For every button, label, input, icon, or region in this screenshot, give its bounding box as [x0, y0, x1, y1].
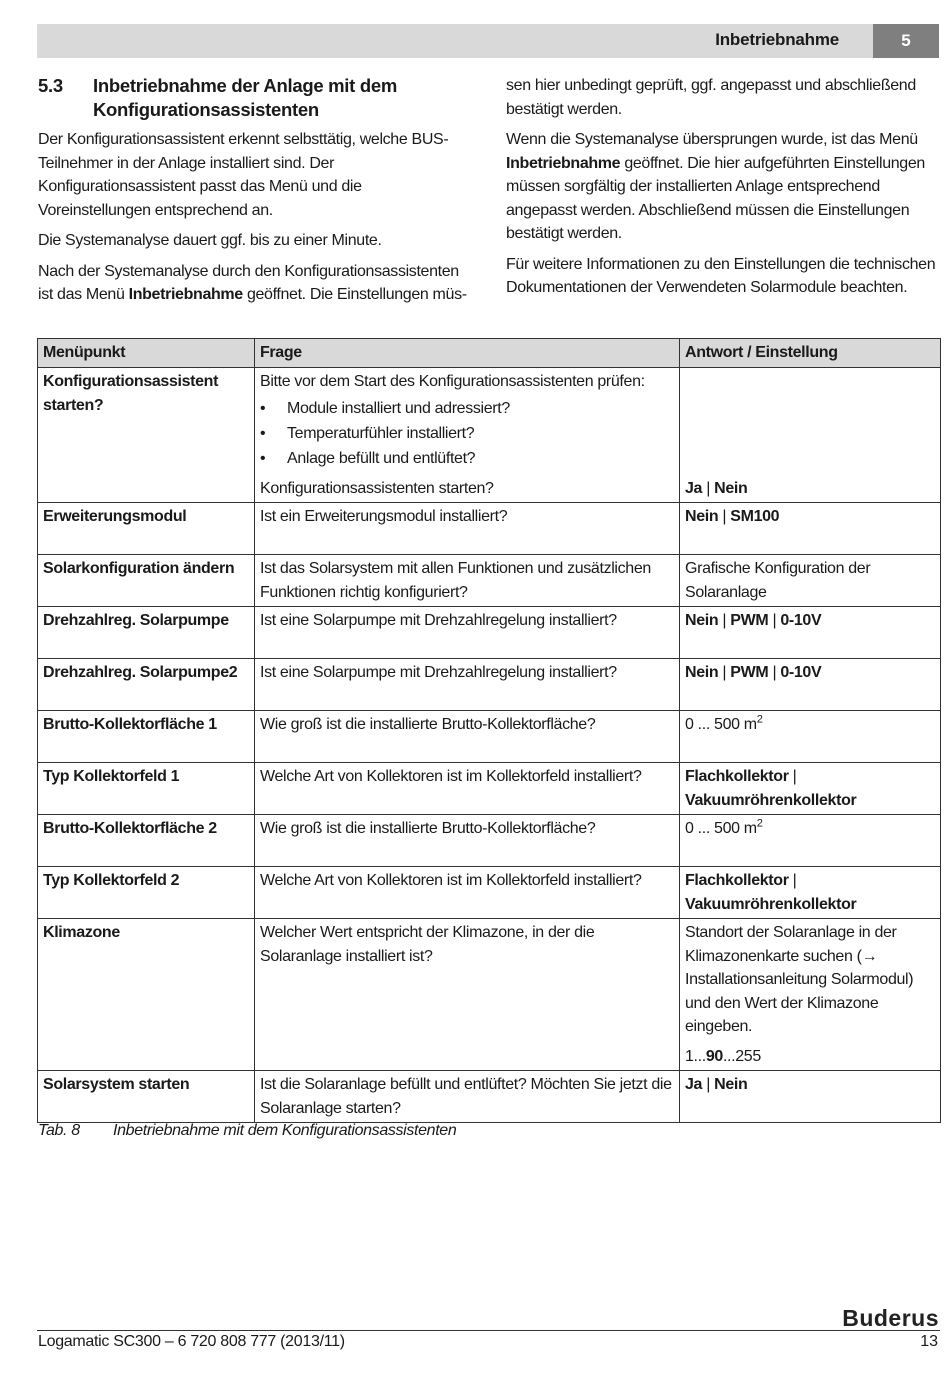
- question-cell: Ist eine Solarpumpe mit Drehzahlregelung installiert?: [255, 659, 680, 711]
- table-row: [38, 815, 941, 867]
- column-header: Frage: [255, 339, 680, 368]
- table-row: [38, 555, 941, 607]
- question-cell: Wie groß ist die installierte Brutto-Kollektorfläche?: [255, 815, 680, 867]
- table-row: [38, 919, 941, 1071]
- section-heading: [38, 74, 476, 122]
- answer-cell: Ja | Nein: [680, 1071, 941, 1123]
- list-item: • Temperaturfühler installiert?: [260, 421, 674, 446]
- answer-cell: Flachkollektor | Vakuumröhrenkollektor: [680, 867, 941, 919]
- answer-cell: Flachkollektor | Vakuumröhrenkollektor: [680, 763, 941, 815]
- table-caption: [38, 1122, 456, 1140]
- answer-cell: 0 ... 500 $m^2$: [680, 815, 941, 867]
- answer-cell: Nein | PWM | 0-10V: [680, 659, 941, 711]
- question-cell: Welcher Wert entspricht der Klimazone, in der die Solaranlage installiert ist?: [255, 919, 680, 1071]
- paragraph: Wenn die Systemanalyse übersprungen wurde, ist das Menü Inbetriebnahme geöffnet. Die hier aufgeführten Einstellungen müssen sorgfältig der installierten Anlage entsprechend angepasst werden. Abschließend müssen die Einstellungen bestätigt werden.: [506, 131, 925, 242]
- answer-cell: 0 ... 500 $m^2$: [680, 711, 941, 763]
- question-cell: Ist ein Erweiterungsmodul installiert?: [255, 503, 680, 555]
- paragraph: Die Systemanalyse dauert ggf. bis zu einer Minute.: [38, 232, 382, 249]
- caption-label: Tab. 8: [38, 1122, 80, 1139]
- chapter-number: 5: [873, 24, 939, 58]
- menu-item-cell: Typ Kollektorfeld 1: [38, 763, 255, 815]
- answer-cell: Ja | Nein: [680, 368, 941, 503]
- caption-text: Inbetriebnahme mit dem Konfigurationsassistenten: [113, 1122, 457, 1139]
- settings-table: [37, 338, 941, 1123]
- question-cell: Ist die Solaranlage befüllt und entlüftet? Möchten Sie jetzt die Solaranlage starten?: [255, 1071, 680, 1123]
- answer-cell: Grafische Konfiguration der Solaranlage: [680, 555, 941, 607]
- question-cell: Welche Art von Kollektoren ist im Kollektorfeld installiert?: [255, 867, 680, 919]
- list-item: • Anlage befüllt und entlüftet?: [260, 446, 674, 471]
- left-column: [38, 74, 476, 314]
- header-title: Inbetriebnahme: [715, 30, 839, 49]
- footer-document-id: Logamatic SC300 – 6 720 808 777 (2013/11): [38, 1333, 345, 1350]
- question-cell: Welche Art von Kollektoren ist im Kollektorfeld installiert?: [255, 763, 680, 815]
- menu-item-cell: Typ Kollektorfeld 2: [38, 867, 255, 919]
- table-row: [38, 503, 941, 555]
- menu-item-cell: Klimazone: [38, 919, 255, 1071]
- menu-item-cell: Solarsystem starten: [38, 1071, 255, 1123]
- table-row: [38, 867, 941, 919]
- table-row: [38, 1071, 941, 1123]
- menu-item-cell: Drehzahlreg. Solarpumpe2: [38, 659, 255, 711]
- table-row: [38, 711, 941, 763]
- question-cell: Ist das Solarsystem mit allen Funktionen und zusätzlichen Funktionen richtig konfiguriert?: [255, 555, 680, 607]
- section-title: Inbetriebnahme der Anlage mit dem Konfigurationsassistenten: [93, 75, 397, 120]
- menu-item-cell: Solarkonfiguration ändern: [38, 555, 255, 607]
- right-column: [506, 74, 940, 307]
- paragraph: sen hier unbedingt geprüft, ggf. angepasst und abschließend bestätigt werden.: [506, 77, 916, 118]
- section-number: 5.3: [38, 75, 63, 96]
- answer-cell: Nein | SM100: [680, 503, 941, 555]
- menu-item-cell: Erweiterungsmodul: [38, 503, 255, 555]
- table-row: [38, 607, 941, 659]
- header-bar: [37, 24, 873, 58]
- page-number: 13: [920, 1333, 938, 1350]
- footer-divider: [37, 1330, 940, 1331]
- bullet-list: [260, 396, 674, 471]
- paragraph: Der Konfigurationsassistent erkennt selbsttätig, welche BUS-Teilnehmer in der Anlage installiert sind. Der Konfigurationsassistent passt das Menü und die Voreinstellungen entsprechend an.: [38, 131, 449, 219]
- question-cell: Ist eine Solarpumpe mit Drehzahlregelung installiert?: [255, 607, 680, 659]
- table-row: [38, 763, 941, 815]
- paragraph: Nach der Systemanalyse durch den Konfigurationsassistenten ist das Menü Inbetriebnahme geöffnet. Die Einstellungen müs-: [38, 262, 467, 303]
- list-item: • Module installiert und adressiert?: [260, 396, 674, 421]
- paragraph: Für weitere Informationen zu den Einstellungen die technischen Dokumentationen der Verwendeten Solarmodule beachten.: [506, 255, 936, 296]
- column-header: Menüpunkt: [38, 339, 255, 368]
- answer-cell: Nein | PWM | 0-10V: [680, 607, 941, 659]
- question-cell: Wie groß ist die installierte Brutto-Kollektorfläche?: [255, 711, 680, 763]
- brand-logo: Buderus: [842, 1305, 939, 1331]
- column-header: Antwort / Einstellung: [680, 339, 941, 368]
- answer-cell: Standort der Solaranlage in der Klimazonenkarte suchen (→ Installationsanleitung Solarmodul) und den Wert der Klimazone eingeben. 1...90...255: [680, 919, 941, 1071]
- table-row: [38, 659, 941, 711]
- question-cell: Bitte vor dem Start des Konfigurationsassistenten prüfen: • Module installiert und adressiert? • Temperaturfühler installiert? • Anlage befüllt und entlüftet? Konfigurationsassistenten starten?: [255, 368, 680, 503]
- menu-item-cell: Brutto-Kollektorfläche 2: [38, 815, 255, 867]
- menu-item-cell: Drehzahlreg. Solarpumpe: [38, 607, 255, 659]
- table-header-row: [38, 339, 941, 368]
- menu-item-cell: Konfigurationsassistent starten?: [38, 368, 255, 503]
- menu-item-cell: Brutto-Kollektorfläche 1: [38, 711, 255, 763]
- table-row: [38, 368, 941, 503]
